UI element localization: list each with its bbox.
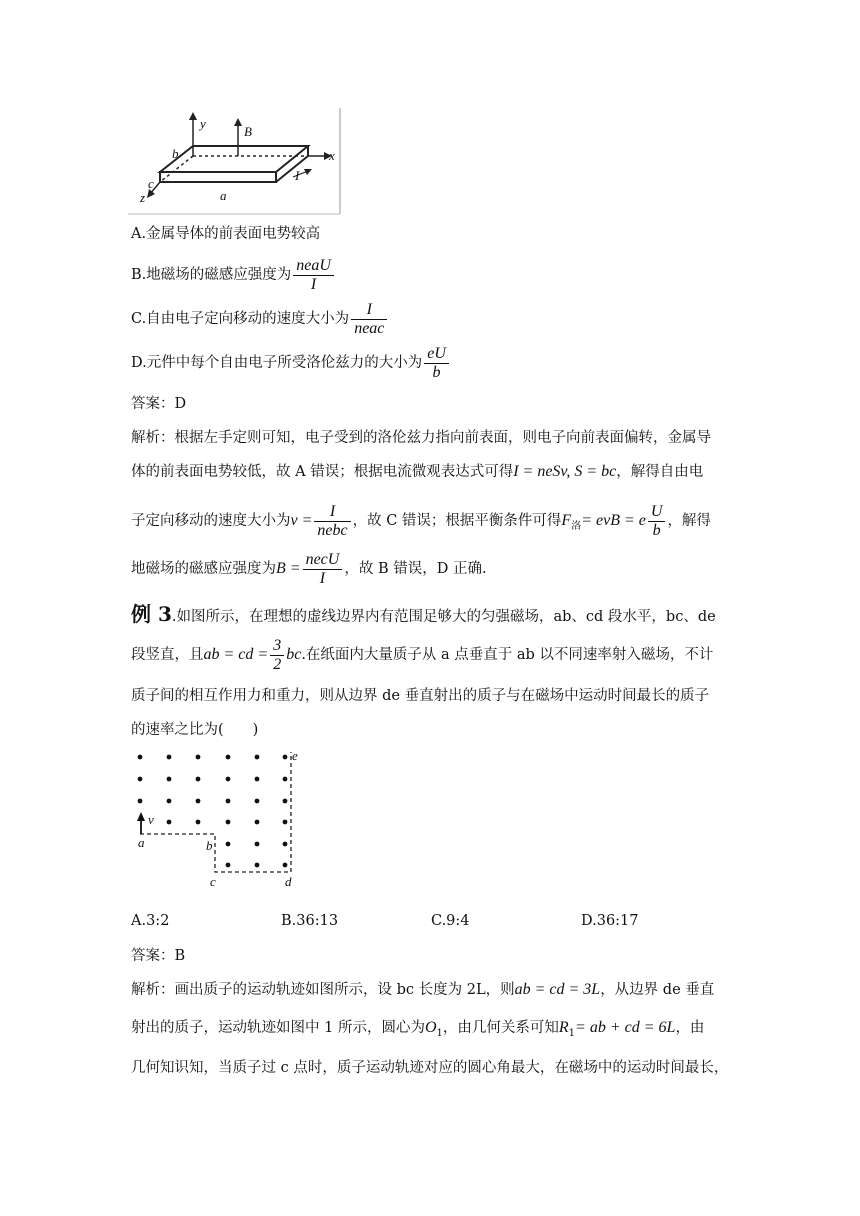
q2-option-d-fraction	[424, 345, 449, 382]
q3-analysis-line2	[131, 1018, 704, 1044]
q2-analysis-line3-text: 子定向移动的速度大小为	[131, 513, 291, 529]
q2-option-c-den: neac	[354, 319, 385, 337]
q2-analysis-current-formula: I = neSv, S = bc	[513, 463, 617, 480]
q2-analysis-line2	[131, 462, 703, 482]
q3-analysis-radius-subscript: 1	[568, 1027, 576, 1039]
q3-option-a: A.3:2	[131, 913, 170, 929]
q2-analysis-line4-tail: ，故 B 错误，D 正确.	[344, 561, 487, 577]
q2-analysis-line3-mid: ，故 C 错误；根据平衡条件可得	[352, 513, 562, 529]
q3-answer: 答案：B	[131, 948, 186, 964]
fig2-label-c: c	[210, 874, 216, 888]
q3-analysis-center-subscript: 1	[436, 1027, 443, 1039]
q2-option-d	[131, 340, 451, 386]
q2-analysis-line3-tail: ，解得	[667, 513, 711, 529]
q2-option-c	[131, 296, 389, 342]
fig1-label-B: B	[244, 124, 252, 139]
q3-analysis-radius-formula: = ab + cd = 6L	[575, 1019, 676, 1036]
fig2-label-a: a	[138, 835, 145, 850]
q3-analysis-line3: 几何知识知，当质子过 c 点时，质子运动轨迹对应的圆心角最大，在磁场中的运动时间最长，	[131, 1060, 729, 1076]
example3-line2	[131, 632, 713, 678]
example3-ratio-bc: bc	[286, 646, 302, 663]
q2-analysis-line4	[131, 546, 487, 592]
q2-analysis-line2-text: 体的前表面电势较低，故 A 错误；根据电流微观表达式可得	[131, 464, 514, 480]
fig2-label-v: v	[148, 812, 154, 827]
q2-option-d-text: D.元件中每个自由电子所受洛伦兹力的大小为	[131, 355, 423, 371]
q2-analysis-field-num: necU	[303, 551, 343, 570]
q3-analysis-line2-tail: ，由	[675, 1020, 705, 1036]
q2-option-a: A.金属导体的前表面电势较高	[131, 226, 321, 242]
q2-option-c-text: C.自由电子定向移动的速度大小为	[131, 311, 350, 327]
magnetic-field-figure	[128, 746, 318, 888]
q2-analysis-velocity-den: nebc	[317, 521, 348, 539]
q3-option-b: B.36:13	[281, 913, 339, 929]
example3-ratio-den: 2	[273, 655, 282, 673]
q3-analysis-line1-tail: ，从边界 de 垂直	[600, 982, 715, 998]
q2-option-b-den: I	[310, 275, 317, 293]
q2-analysis-force-fraction	[648, 503, 666, 540]
example3-line2-tail: .在纸面内大量质子从 a 点垂直于 ab 以不同速率射入磁场，不计	[301, 647, 714, 663]
q3-analysis-line1-text: 解析：画出质子的运动轨迹如图所示，设 bc 长度为 2L，则	[131, 982, 515, 998]
example3-line3: 质子间的相互作用力和重力，则从边界 de 垂直射出的质子与在磁场中运动时间最长的质子	[131, 688, 710, 704]
example3-line1	[131, 604, 716, 627]
q3-analysis-length-formula: ab = cd = 3L	[514, 981, 601, 998]
example3-ratio-num: 3	[270, 637, 284, 656]
q2-option-b-num: neaU	[293, 257, 334, 276]
q2-analysis-velocity-num: I	[314, 503, 350, 522]
q2-analysis-field-den: I	[319, 569, 326, 587]
q2-analysis-force-eq: = evB = e	[581, 512, 646, 529]
q2-analysis-line3	[131, 498, 711, 550]
fig1-label-I: I	[295, 168, 300, 183]
fig1-label-b: b	[172, 146, 179, 161]
q2-option-d-num: eU	[424, 345, 449, 364]
q2-analysis-force-den: b	[652, 521, 661, 539]
q2-option-b-text: B.地磁场的磁感应强度为	[131, 267, 292, 283]
q3-analysis-line2-text: 射出的质子，运动轨迹如图中 1 所示，圆心为	[131, 1020, 425, 1036]
example3-line1-text: .如图所示，在理想的虚线边界内有范围足够大的匀强磁场，ab、cd 段水平，bc、de	[171, 609, 716, 625]
q2-analysis-force-num: U	[648, 503, 666, 522]
q2-analysis-force-subscript: 洛	[571, 520, 582, 532]
q3-analysis-line2-mid: ，由几何关系可知	[442, 1020, 559, 1036]
fig1-label-y: y	[200, 116, 206, 131]
q2-option-b	[131, 252, 336, 298]
field-dots	[138, 755, 288, 868]
q2-option-c-num: I	[351, 301, 387, 320]
example3-line2-text: 段竖直，且	[131, 647, 204, 663]
q2-analysis-field-fraction	[303, 551, 343, 588]
q2-analysis-line2-tail: ，解得自由电	[616, 464, 704, 480]
fig2-label-e: e	[292, 748, 298, 763]
fig1-label-a: a	[220, 188, 227, 203]
example3-line4: 的速率之比为( )	[131, 722, 259, 738]
fig2-label-d: d	[285, 874, 292, 888]
q2-option-c-fraction	[351, 301, 387, 338]
q3-option-c: C.9:4	[431, 913, 470, 929]
q3-analysis-radius-symbol: R	[558, 1019, 569, 1036]
q2-analysis-velocity-fraction	[314, 503, 350, 540]
fig2-label-b: b	[206, 838, 213, 853]
q2-analysis-line1: 解析：根据左手定则可知，电子受到的洛伦兹力指向前表面，则电子向前表面偏转，金属导	[131, 430, 711, 446]
fig1-label-z: z	[140, 190, 146, 205]
q2-analysis-velocity-lhs: v =	[290, 512, 313, 529]
q2-option-b-fraction	[293, 257, 334, 294]
conductor-figure	[128, 108, 344, 216]
q2-analysis-force-symbol: F	[561, 512, 572, 529]
fig1-label-x: x	[329, 148, 335, 163]
q3-analysis-line1	[131, 980, 714, 1000]
fig1-label-c: c	[148, 176, 154, 191]
q2-answer: 答案：D	[131, 396, 187, 412]
example3-title: 例 3	[131, 602, 172, 626]
q2-analysis-line4-text: 地磁场的磁感应强度为	[131, 561, 276, 577]
q3-analysis-center-symbol: O	[424, 1019, 437, 1036]
q2-option-d-den: b	[432, 363, 441, 381]
example3-ratio-fraction	[270, 637, 284, 674]
q3-option-d: D.36:17	[581, 913, 639, 929]
q2-analysis-field-lhs: B =	[276, 560, 301, 577]
example3-ratio-formula: ab = cd =	[203, 646, 269, 663]
